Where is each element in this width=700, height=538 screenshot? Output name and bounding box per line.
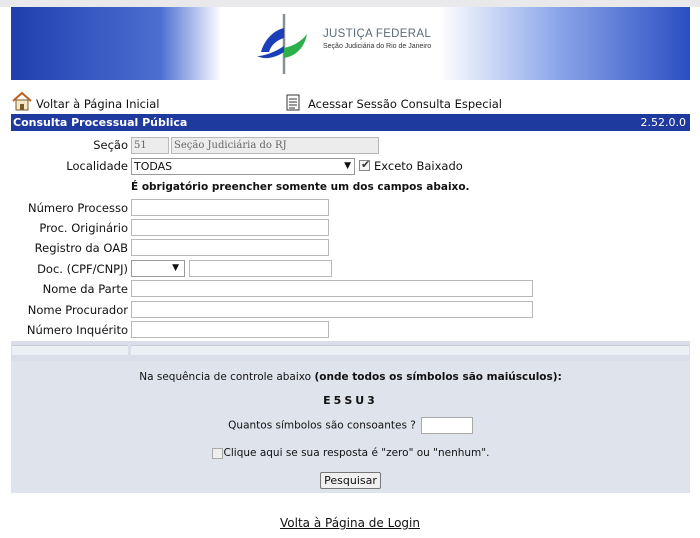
proc-originario-input[interactable] <box>131 219 329 236</box>
chevron-down-icon: ▼ <box>172 263 179 273</box>
captcha-question-row <box>11 417 690 434</box>
separator-row <box>11 341 690 361</box>
exceto-baixado-label: Exceto Baixado <box>374 159 463 173</box>
special-session-label: Acessar Sessão Consulta Especial <box>308 97 503 111</box>
home-icon <box>11 90 33 112</box>
document-icon <box>286 94 302 112</box>
page-title-bar <box>11 114 690 131</box>
special-session-link[interactable] <box>286 86 502 112</box>
numero-processo-input[interactable] <box>131 199 329 216</box>
justica-federal-logo-icon <box>251 12 315 76</box>
separator-cell <box>131 345 689 355</box>
captcha-answer-input[interactable] <box>421 417 473 434</box>
captcha-section <box>11 361 690 493</box>
doc-label: Doc. (CPF/CNPJ) <box>37 262 128 276</box>
exceto-baixado-checkbox[interactable] <box>359 160 370 171</box>
nome-parte-input[interactable] <box>131 280 533 297</box>
chevron-down-icon: ▼ <box>344 161 351 171</box>
logo-title: JUSTIÇA FEDERAL <box>323 28 432 40</box>
zero-row <box>11 447 690 459</box>
home-link-label: Voltar à Página Inicial <box>36 97 160 111</box>
captcha-instruction-bold: (onde todos os símbolos são maiúsculos): <box>314 371 562 383</box>
numero-inquerito-label: Número Inquérito <box>26 323 128 337</box>
numero-inquerito-input[interactable] <box>131 321 329 338</box>
captcha-sequence: E5SU3 <box>323 394 378 407</box>
logo <box>243 10 443 78</box>
browser-top-strip <box>0 0 700 7</box>
nome-procurador-input[interactable] <box>131 301 533 318</box>
nome-procurador-label: Nome Procurador <box>27 303 128 317</box>
header-banner <box>11 7 690 80</box>
captcha-instruction-text: Na sequência de controle abaixo <box>139 371 312 383</box>
search-button[interactable]: Pesquisar <box>320 472 381 489</box>
captcha-question: Quantos símbolos são consoantes ? <box>228 419 416 432</box>
version-number: 2.52.0.0 <box>640 116 686 129</box>
localidade-select[interactable] <box>131 158 355 175</box>
nome-parte-label: Nome da Parte <box>42 282 128 296</box>
checkmark-icon: ✔ <box>361 158 371 171</box>
home-link[interactable] <box>11 86 159 112</box>
separator-cell <box>12 345 128 355</box>
nav-row <box>11 84 690 112</box>
numero-processo-label: Número Processo <box>28 201 128 215</box>
zero-checkbox[interactable] <box>212 448 223 459</box>
proc-originario-label: Proc. Originário <box>39 221 128 235</box>
zero-label: Clique aqui se sua resposta é "zero" ou "nenhum". <box>223 447 490 459</box>
logo-subtitle: Seção Judiciária do Rio de Janeiro <box>323 43 432 50</box>
localidade-value: TODAS <box>134 160 173 173</box>
required-notice: É obrigatório preencher somente um dos campos abaixo. <box>131 181 470 193</box>
doc-type-select[interactable] <box>131 260 185 277</box>
search-button-row <box>11 472 690 489</box>
captcha-instruction <box>11 371 690 383</box>
secao-code-field: 51 <box>131 137 169 154</box>
registro-oab-label: Registro da OAB <box>34 241 128 255</box>
secao-name-field: Seção Judiciária do RJ <box>171 137 379 154</box>
secao-label: Seção <box>93 138 128 152</box>
doc-number-input[interactable] <box>189 260 332 277</box>
localidade-label: Localidade <box>66 159 128 173</box>
registro-oab-input[interactable] <box>131 239 329 256</box>
login-page-link[interactable]: Volta à Página de Login <box>280 516 420 530</box>
search-form <box>11 131 690 341</box>
page-title: Consulta Processual Pública <box>13 116 188 129</box>
